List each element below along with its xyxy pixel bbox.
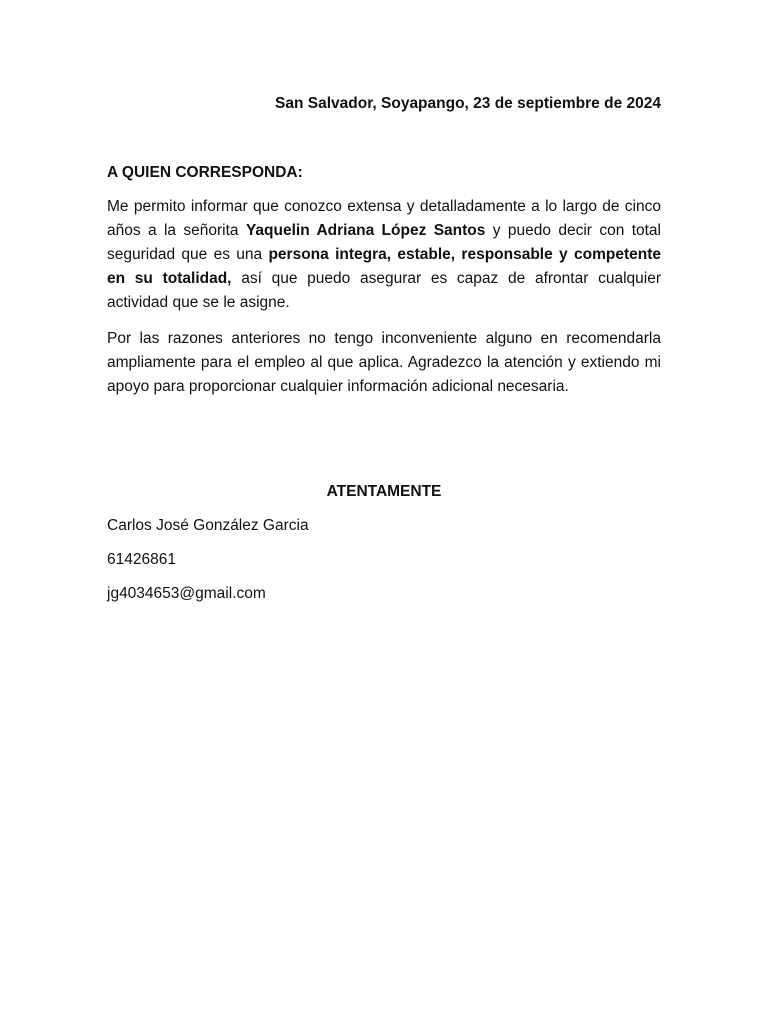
date-line: San Salvador, Soyapango, 23 de septiembre de 2024 — [275, 95, 661, 112]
paragraph-1-text-a: Me permito informar que conozco extensa y detalladamente a lo largo de cinco años a la señorita — [107, 198, 661, 239]
qualities-text: persona integra, estable, responsable y competente en su totalidad, — [107, 246, 661, 287]
letter-body — [107, 92, 661, 616]
salutation: A QUIEN CORRESPONDA: — [107, 164, 303, 181]
signer-name: Carlos José González Garcia — [107, 517, 309, 534]
signer-block — [107, 514, 661, 606]
paragraph-1-text-c: así que puedo asegurar es capaz de afrontar cualquier actividad que se le asigne. — [107, 270, 661, 311]
closing: ATENTAMENTE — [326, 483, 442, 500]
paragraph-1 — [107, 195, 661, 315]
paragraph-1-text-b: y puedo decir con total seguridad que es una — [107, 222, 661, 263]
recommended-person-name: Yaquelin Adriana López Santos — [245, 222, 486, 239]
signer-phone: 61426861 — [107, 551, 176, 568]
signer-email: jg4034653@gmail.com — [107, 585, 266, 602]
paragraph-2: Por las razones anteriores no tengo inconveniente alguno en recomendarla ampliamente para el empleo al que aplica. Agradezco la atención y extiendo mi apoyo para proporcionar cualquier información adicional necesaria. — [107, 330, 661, 395]
